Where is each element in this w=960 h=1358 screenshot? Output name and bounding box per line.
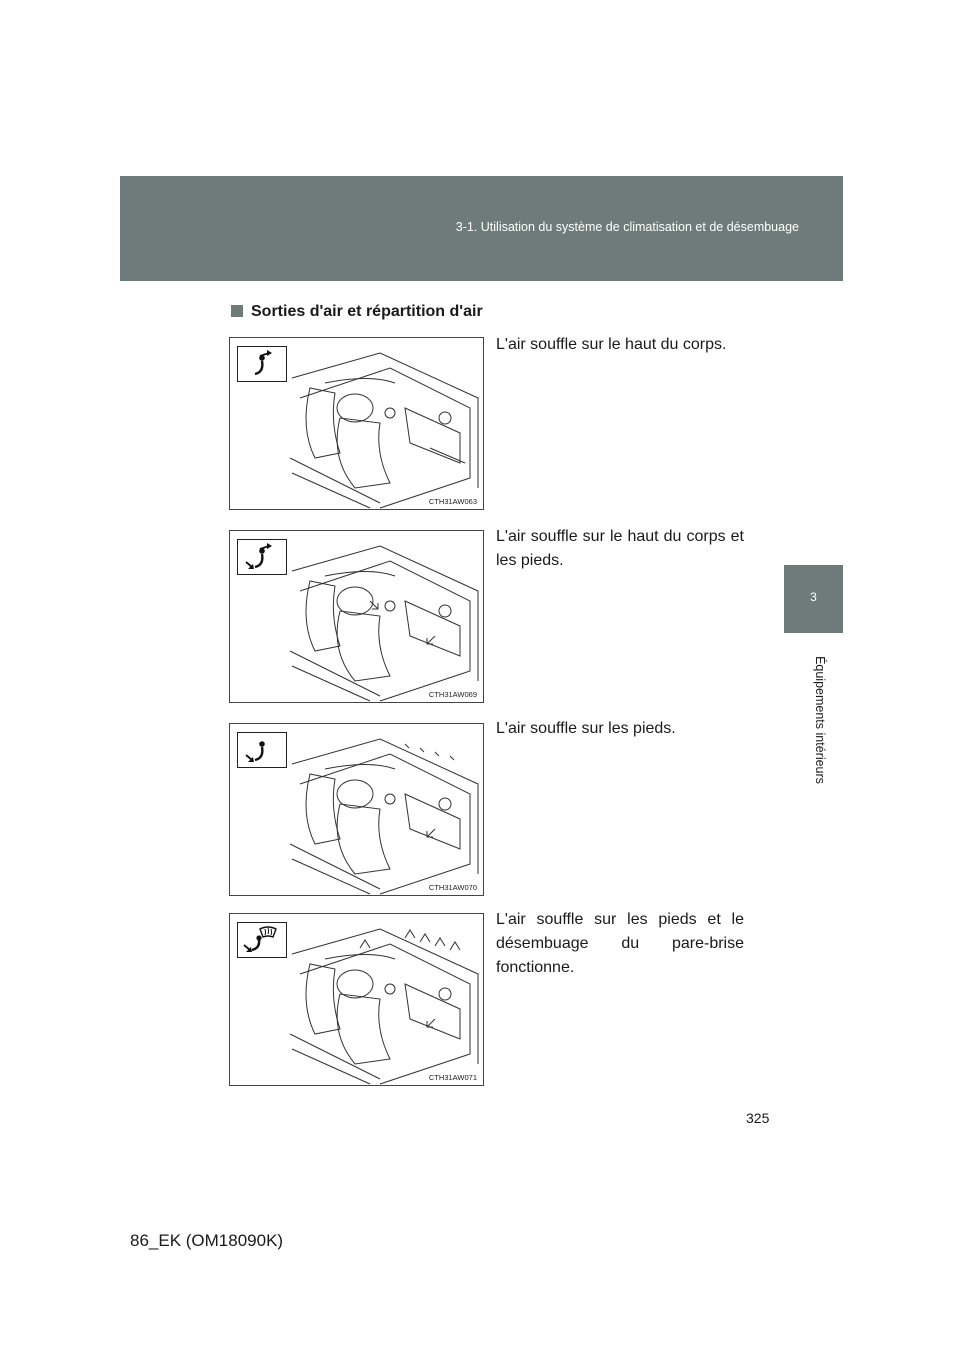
mode-description: L'air souffle sur le haut du corps. (496, 336, 727, 353)
bi-level-airflow-icon (237, 539, 287, 575)
section-heading (231, 303, 483, 321)
section-heading-text: Sorties d'air et répartition d'air (251, 303, 483, 320)
chapter-number: 3 (810, 590, 817, 604)
foot-airflow-icon (237, 732, 287, 768)
document-code: 86_EK (OM18090K) (130, 1231, 284, 1250)
foot-defrost-airflow-icon (237, 922, 287, 958)
illustration-code: CTH31AW070 (428, 883, 477, 892)
chapter-header-bar (120, 176, 843, 281)
page-number: 325 (746, 1110, 770, 1126)
mode-description: L'air souffle sur le haut du corps et les pieds. (496, 528, 744, 569)
face-airflow-icon (237, 346, 287, 382)
chapter-side-label-text: Équipements intérieurs (813, 656, 827, 784)
mode-description: L'air souffle sur les pieds et le désembuage du pare-brise fonctionne. (496, 911, 744, 976)
mode-description: L'air souffle sur les pieds. (496, 720, 676, 737)
chapter-title: 3-1. Utilisation du système de climatisation et de désembuage (455, 220, 799, 234)
airflow-illustration-face (229, 337, 484, 510)
chapter-side-tab (784, 565, 843, 633)
illustration-code: CTH31AW063 (428, 497, 477, 506)
airflow-illustration-bi-level (229, 530, 484, 703)
illustration-code: CTH31AW069 (428, 690, 477, 699)
airflow-illustration-foot (229, 723, 484, 896)
chapter-side-label (813, 640, 827, 800)
airflow-illustration-foot-defrost (229, 913, 484, 1086)
square-bullet-icon (231, 305, 243, 317)
illustration-code: CTH31AW071 (428, 1073, 477, 1082)
